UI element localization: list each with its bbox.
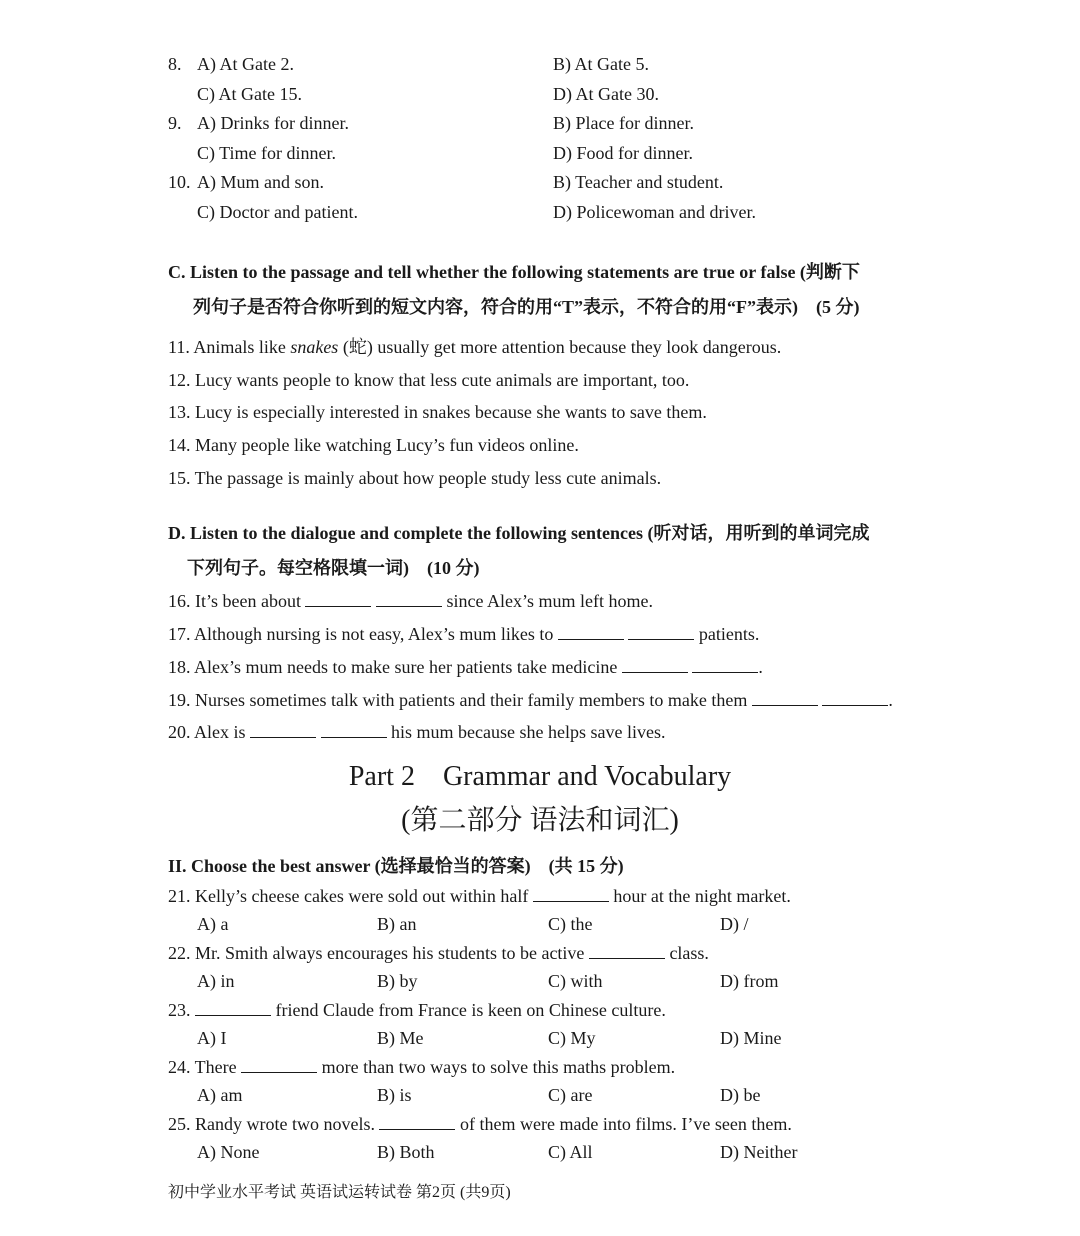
question-20-pre: 20. Alex is <box>168 722 246 742</box>
question-23-option-b: B) Me <box>377 1028 424 1048</box>
question-21-post: hour at the night market. <box>613 886 791 906</box>
question-25-option-c: C) All <box>548 1142 593 1162</box>
question-8-option-d: D) At Gate 30. <box>553 84 659 104</box>
part2-title-english: Part 2 Grammar and Vocabulary <box>348 761 732 792</box>
question-10-option-b: B) Teacher and student. <box>553 172 724 192</box>
question-11-pre: 11. Animals like <box>168 337 291 357</box>
question-21-option-d: D) / <box>720 914 749 934</box>
question-21-stem <box>168 885 791 907</box>
question-21-option-b: B) an <box>377 914 417 934</box>
question-22-option-a: A) in <box>197 971 235 991</box>
question-9-option-a: A) Drinks for dinner. <box>197 113 349 133</box>
question-23-option-d: D) Mine <box>720 1028 782 1048</box>
question-18 <box>168 656 763 678</box>
question-23-option-a: A) I <box>197 1028 227 1048</box>
question-17 <box>168 623 759 645</box>
question-25-stem <box>168 1113 792 1135</box>
question-19-post: . <box>888 690 893 710</box>
question-20 <box>168 721 665 743</box>
question-16-post: since Alex’s mum left home. <box>446 591 653 611</box>
question-22-pre: 22. Mr. Smith always encourages his students to be active <box>168 943 585 963</box>
question-21-blank[interactable] <box>533 885 609 902</box>
question-16 <box>168 590 653 612</box>
question-23-pre: 23. <box>168 1000 191 1020</box>
question-24-stem <box>168 1056 675 1078</box>
question-24-post: more than two ways to solve this maths problem. <box>321 1057 676 1077</box>
question-8-number: 8. <box>168 54 182 74</box>
question-17-blank-2[interactable] <box>628 623 694 640</box>
question-16-pre: 16. It’s been about <box>168 591 301 611</box>
question-9-option-d: D) Food for dinner. <box>553 143 693 163</box>
question-16-blank-1[interactable] <box>305 590 371 607</box>
section-d-heading-line2: 下列句子。每空格限填一词) (10 分) <box>187 558 480 578</box>
question-10-option-c: C) Doctor and patient. <box>197 202 358 222</box>
question-12: 12. Lucy wants people to know that less cute animals are important, too. <box>168 370 690 390</box>
question-23-blank[interactable] <box>195 999 271 1016</box>
question-15: 15. The passage is mainly about how people study less cute animals. <box>168 468 662 488</box>
question-10-number: 10. <box>168 172 191 192</box>
question-8-option-c: C) At Gate 15. <box>197 84 302 104</box>
question-18-pre: 18. Alex’s mum needs to make sure her patients take medicine <box>168 657 618 677</box>
question-18-blank-1[interactable] <box>622 656 688 673</box>
question-24-option-b: B) is <box>377 1085 412 1105</box>
question-19-blank-2[interactable] <box>822 689 888 706</box>
question-21-pre: 21. Kelly’s cheese cakes were sold out within half <box>168 886 529 906</box>
question-20-blank-2[interactable] <box>321 721 387 738</box>
question-23-stem <box>168 999 666 1021</box>
question-22-post: class. <box>669 943 709 963</box>
question-10-option-a: A) Mum and son. <box>197 172 324 192</box>
question-24-option-d: D) be <box>720 1085 761 1105</box>
question-23-post: friend Claude from France is keen on Chinese culture. <box>275 1000 666 1020</box>
question-25-option-d: D) Neither <box>720 1142 798 1162</box>
page-footer: 初中学业水平考试 英语试运转试卷 第2页 (共9页) <box>168 1184 511 1201</box>
question-21-option-c: C) the <box>548 914 593 934</box>
question-19-pre: 19. Nurses sometimes talk with patients and their family members to make them <box>168 690 748 710</box>
question-25-blank[interactable] <box>379 1113 455 1130</box>
section-ii-heading: II. Choose the best answer (选择最恰当的答案) (共 15 分) <box>168 856 624 876</box>
question-24-pre: 24. There <box>168 1057 237 1077</box>
question-25-pre: 25. Randy wrote two novels. <box>168 1114 375 1134</box>
question-22-option-d: D) from <box>720 971 779 991</box>
question-8-option-b: B) At Gate 5. <box>553 54 649 74</box>
question-11-italic-word: snakes <box>290 337 339 357</box>
question-19 <box>168 689 893 711</box>
question-24-option-c: C) are <box>548 1085 593 1105</box>
question-17-pre: 17. Although nursing is not easy, Alex’s mum likes to <box>168 624 554 644</box>
question-11 <box>168 336 781 358</box>
question-18-post: . <box>758 657 763 677</box>
question-22-stem <box>168 942 709 964</box>
question-9-option-b: B) Place for dinner. <box>553 113 694 133</box>
question-18-blank-2[interactable] <box>692 656 758 673</box>
section-c-heading-line2: 列句子是否符合你听到的短文内容，符合的用“T”表示，不符合的用“F”表示) (5 分) <box>193 297 860 317</box>
question-9-option-c: C) Time for dinner. <box>197 143 337 163</box>
question-9-number: 9. <box>168 113 182 133</box>
question-23-option-c: C) My <box>548 1028 596 1048</box>
question-17-post: patients. <box>698 624 760 644</box>
question-13: 13. Lucy is especially interested in snakes because she wants to save them. <box>168 402 707 422</box>
question-19-blank-1[interactable] <box>752 689 818 706</box>
question-22-option-c: C) with <box>548 971 603 991</box>
question-25-post: of them were made into films. I’ve seen them. <box>459 1114 792 1134</box>
section-c-heading-line1: C. Listen to the passage and tell whether the following statements are true or false (判断下 <box>168 262 860 282</box>
part2-title-chinese: (第二部分 语法和词汇) <box>401 805 679 836</box>
section-d-heading-line1: D. Listen to the dialogue and complete the following sentences (听对话，用听到的单词完成 <box>168 523 870 543</box>
question-10-option-d: D) Policewoman and driver. <box>553 202 756 222</box>
question-25-option-a: A) None <box>197 1142 260 1162</box>
question-24-blank[interactable] <box>241 1056 317 1073</box>
question-22-blank[interactable] <box>589 942 665 959</box>
question-24-option-a: A) am <box>197 1085 243 1105</box>
question-21-option-a: A) a <box>197 914 229 934</box>
question-8-option-a: A) At Gate 2. <box>197 54 294 74</box>
question-20-post: his mum because she helps save lives. <box>391 722 666 742</box>
question-16-blank-2[interactable] <box>376 590 442 607</box>
question-11-post: (蛇) usually get more attention because they look dangerous. <box>338 337 782 357</box>
question-20-blank-1[interactable] <box>250 721 316 738</box>
question-14: 14. Many people like watching Lucy’s fun videos online. <box>168 435 579 455</box>
question-17-blank-1[interactable] <box>558 623 624 640</box>
question-25-option-b: B) Both <box>377 1142 435 1162</box>
question-22-option-b: B) by <box>377 971 418 991</box>
